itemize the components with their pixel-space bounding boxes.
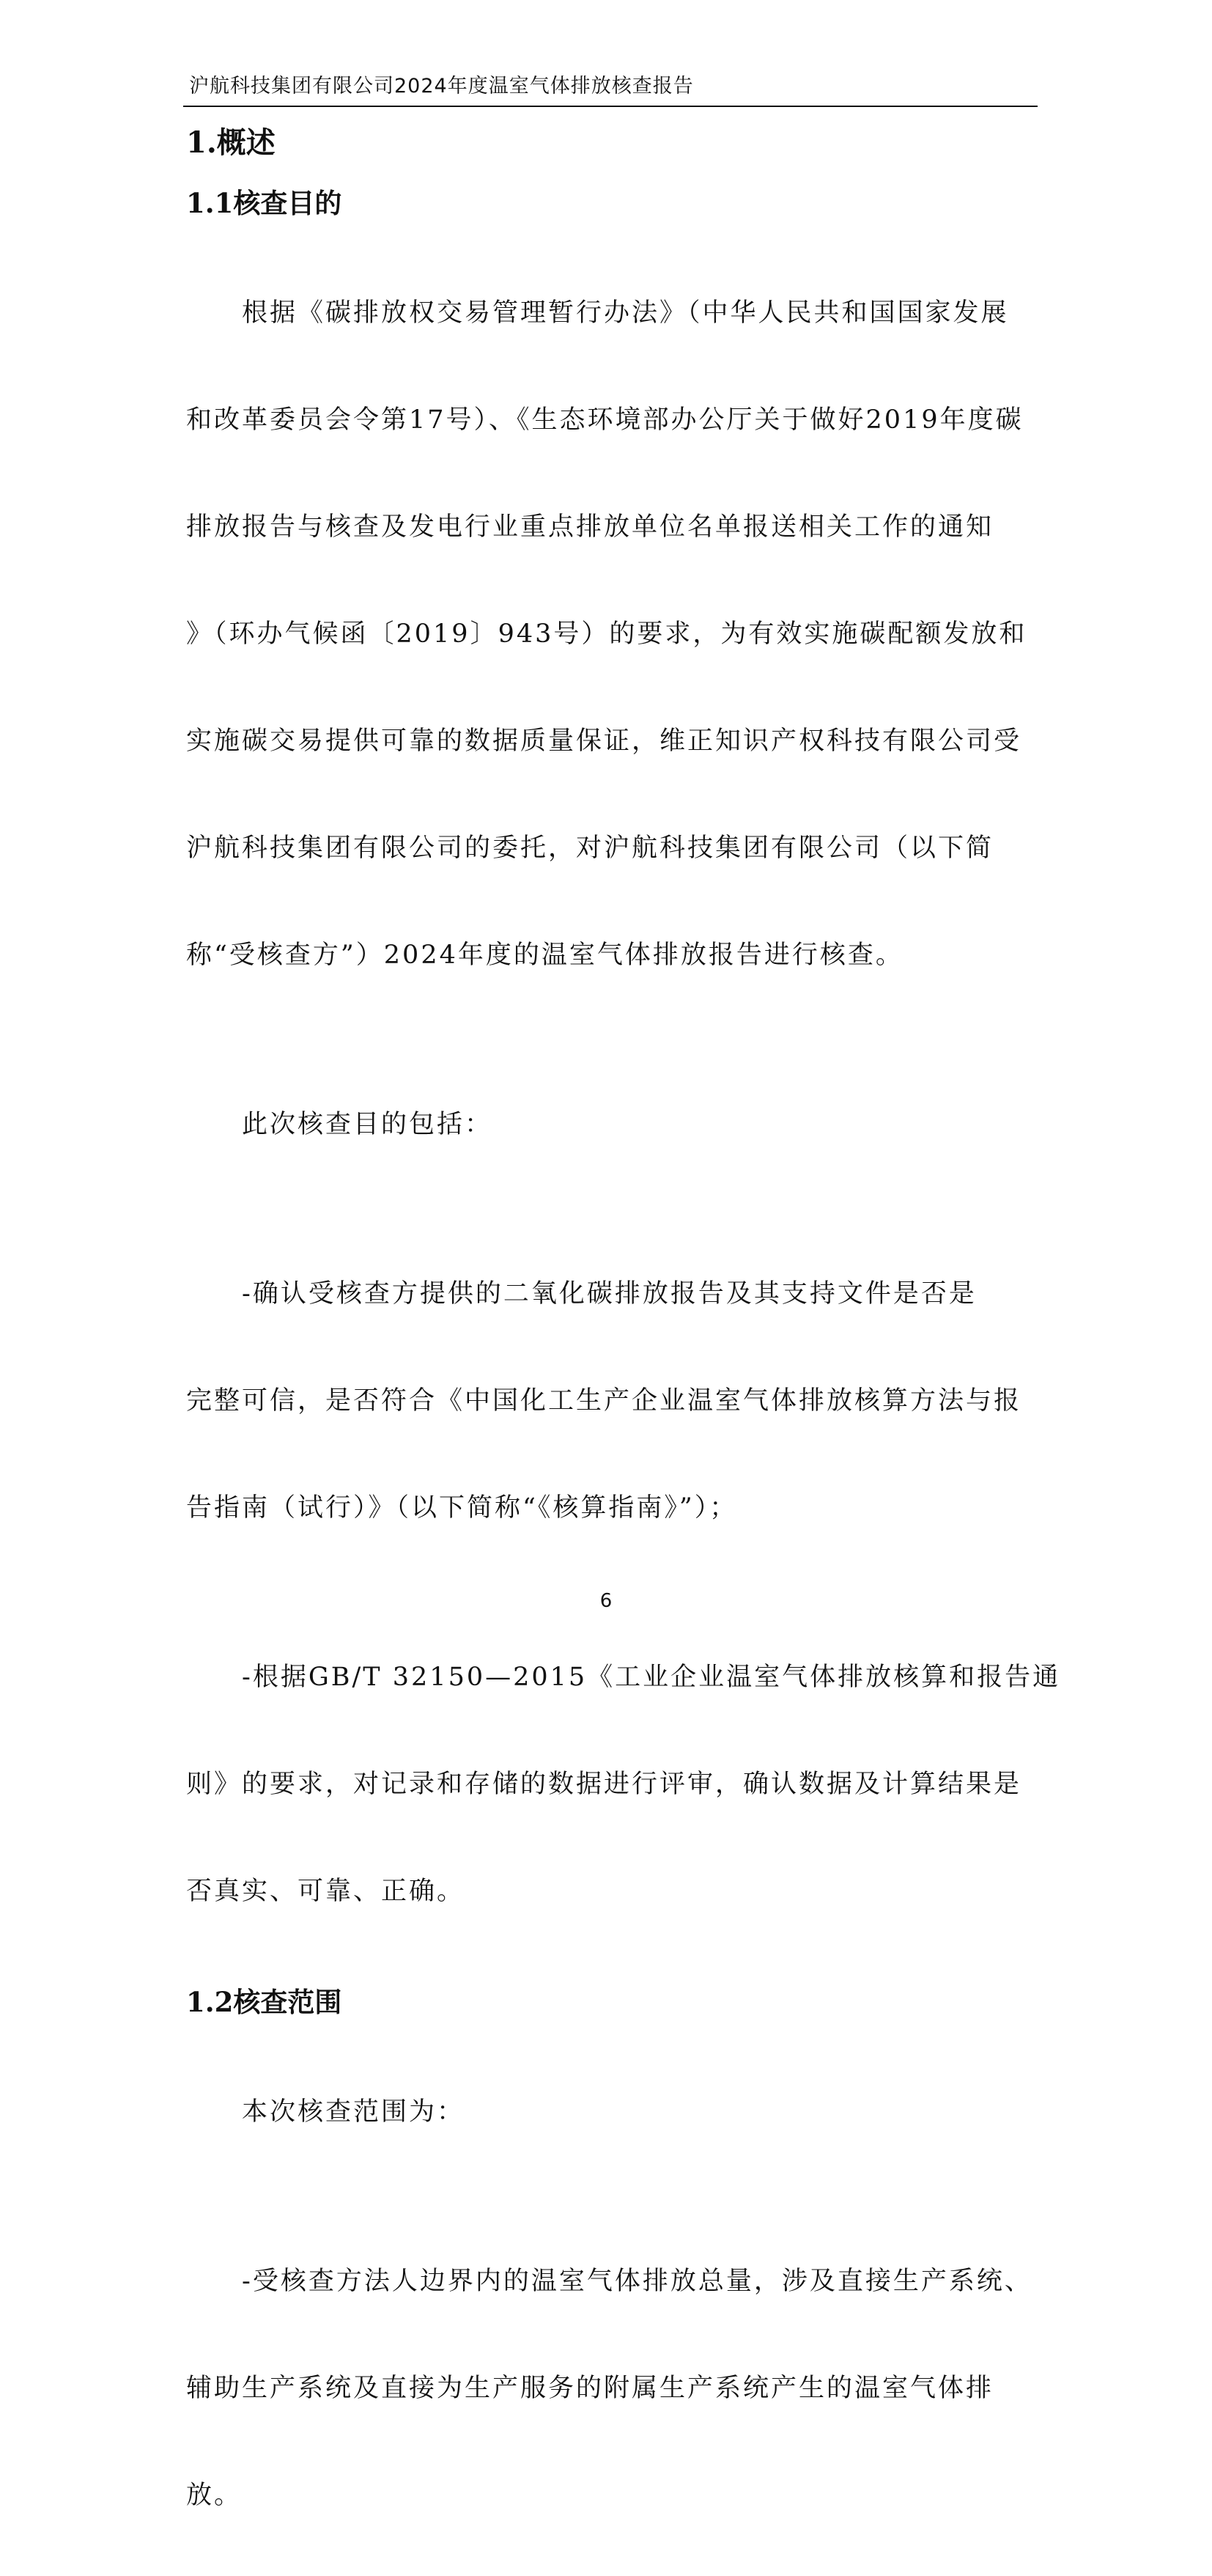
paragraph-scope-item: [186, 2201, 1042, 2576]
text-line: 》（环办气候函〔2019〕943号）的要求，为有效实施碳配额发放和: [186, 619, 1027, 649]
text-line: 沪航科技集团有限公司的委托，对沪航科技集团有限公司（以下简: [186, 833, 994, 863]
text-line: 放。: [186, 2481, 243, 2510]
main-content: [186, 113, 1061, 2576]
text-line: -确认受核查方提供的二氧化碳排放报告及其支持文件是否是: [242, 1279, 977, 1309]
text-line: 此次核查目的包括：: [242, 1110, 493, 1139]
section-heading-1-2: 1.2核查范围: [186, 1986, 342, 2018]
text-line: 则》的要求，对记录和存储的数据进行评审，确认数据及计算结果是: [186, 1770, 1022, 1799]
paragraph-purpose-item-1: [186, 1214, 1042, 1589]
text-line: 否真实、可靠、正确。: [186, 1877, 465, 1906]
section-heading-1: 1.概述: [186, 125, 276, 160]
text-line: 本次核查范围为：: [242, 2097, 465, 2127]
running-header: 沪航科技集团有限公司2024年度温室气体排放核查报告: [189, 75, 694, 97]
text-line: 辅助生产系统及直接为生产服务的附属生产系统产生的温室气体排: [186, 2374, 994, 2403]
text-line: 和改革委员会令第17号）、《生态环境部办公厅关于做好2019年度碳: [186, 405, 1024, 435]
header-divider: [183, 106, 1038, 107]
paragraph-purpose-intro: [186, 1045, 1042, 1205]
text-line: -受核查方法人边界内的温室气体排放总量，涉及直接生产系统、: [242, 2267, 1032, 2296]
text-line: 排放报告与核查及发电行业重点排放单位名单报送相关工作的通知: [186, 512, 994, 542]
text-line: 完整可信，是否符合《中国化工生产企业温室气体排放核算方法与报: [186, 1386, 1022, 1416]
section-heading-1-1: 1.1核查目的: [186, 187, 342, 219]
text-line: -根据GB/T 32150—2015《工业企业温室气体排放核算和报告通: [242, 1663, 1061, 1692]
text-line: 告指南（试行）》（以下简称“《核算指南》”）；: [186, 1493, 738, 1523]
paragraph-purpose-item-2: [186, 1597, 1061, 1972]
text-line: 称“受核查方”）2024年度的温室气体排放报告进行核查。: [186, 941, 904, 970]
page-number: 6: [599, 1590, 613, 1612]
text-line: 实施碳交易提供可靠的数据质量保证，维正知识产权科技有限公司受: [186, 726, 1022, 756]
paragraph-scope-intro: [186, 2032, 1042, 2193]
text-line: 根据《碳排放权交易管理暂行办法》（中华人民共和国国家发展: [242, 298, 1009, 328]
paragraph-verification-basis: [186, 233, 1042, 1036]
